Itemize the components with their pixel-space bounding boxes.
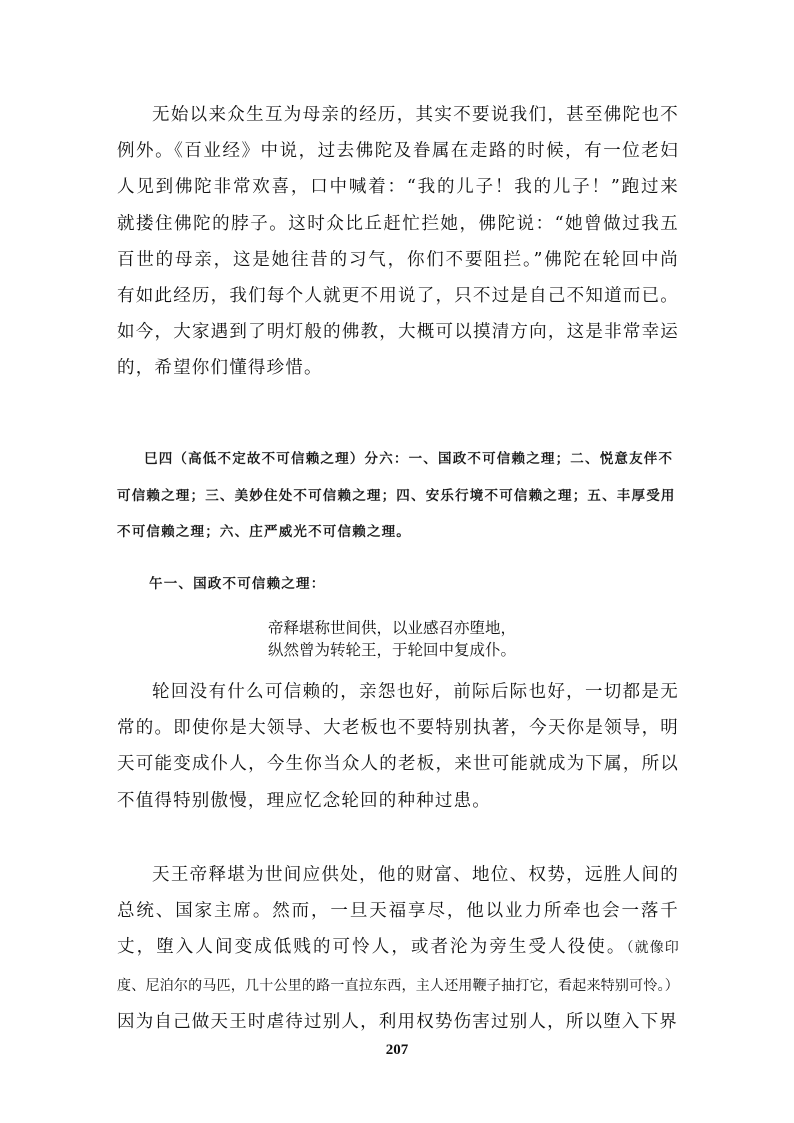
- paragraph-indra-end: 因为自己做天王时虐待过别人，利用权势伤害过别人，所以堕入下界: [117, 1011, 678, 1032]
- paragraph-indra-note: （就像印度、尼泊尔的马匹，几十公里的路一直拉东西，主人还用鞭子抽打它，看起来特别可怜。）: [117, 940, 679, 994]
- verse-block: [268, 617, 516, 661]
- paragraph-indra: [117, 857, 679, 1040]
- page-number: 207: [385, 1042, 409, 1058]
- paragraph-samsara-untrustworthy: 轮回没有什么可信赖的，亲怨也好，前际后际也好，一切都是无常的。即使你是大领导、大老板也不要特别执著，今天你是领导，明天可能变成仆人，今生你当众人的老板，来世可能就成为下属，所以不值得特别傲慢，理应忆念轮回的种种过患。: [117, 682, 679, 811]
- verse-line-1: 帝释堪称世间供，以业感召亦堕地，: [268, 619, 517, 637]
- paragraph-indra-main: 天王帝释堪为世间应供处，他的财富、地位、权势，远胜人间的总统、国家主席。然而，一旦天福享尽，他以业力所牵也会一落千丈，堕入人间变成低贱的可怜人，或者沦为旁生受人役使。: [117, 865, 679, 958]
- verse-line-2: 纵然曾为转轮王，于轮回中复成仆。: [268, 641, 517, 659]
- section-outline: 巳四（高低不定故不可信赖之理）分六：一、国政不可信赖之理；二、悦意友伴不可信赖之理；三、美妙住处不可信赖之理；四、安乐行境不可信赖之理；五、丰厚受用不可信赖之理；六、庄严威光不可信赖之理。: [117, 451, 676, 540]
- subsection-heading: 午一、国政不可信赖之理：: [149, 576, 326, 592]
- paragraph-mothers-story: 无始以来众生互为母亲的经历，其实不要说我们，甚至佛陀也不例外。《百业经》中说，过去佛陀及眷属在走路的时候，有一位老妇人见到佛陀非常欢喜，口中喊着：“我的儿子！我的儿子！”跑过来就搂住佛陀的脖子。这时众比丘赶忙拦她，佛陀说：“她曾做过我五百世的母亲，这是她往昔的习气，你们不要阻拦。”佛陀在轮回中尚有如此经历，我们每个人就更不用说了，只不过是自己不知道而已。如今，大家遇到了明灯般的佛教，大概可以摸清方向，这是非常幸运的，希望你们懂得珍惜。: [117, 105, 679, 379]
